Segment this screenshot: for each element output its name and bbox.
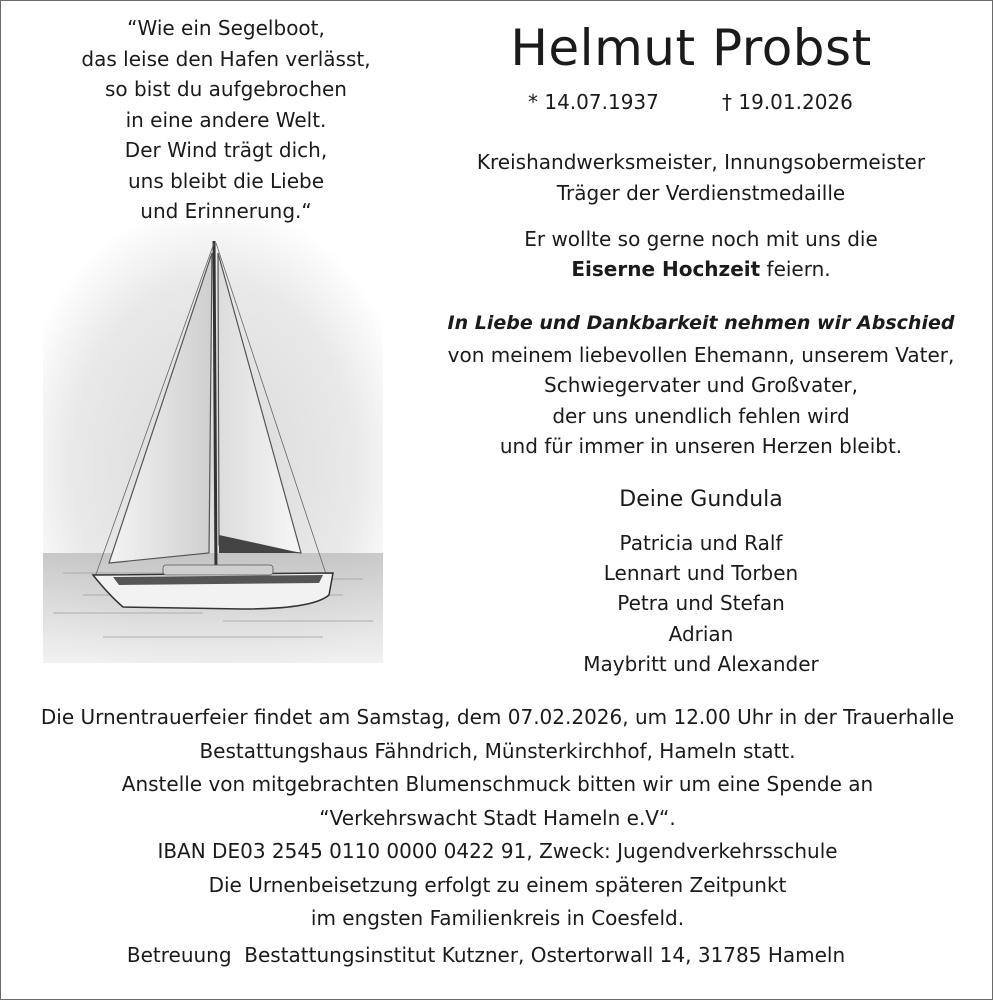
wish-line: Er wollte so gerne noch mit uns die bbox=[524, 227, 878, 251]
sailboat-illustration bbox=[43, 223, 383, 663]
poem bbox=[51, 13, 401, 227]
family-member: Lennart und Torben bbox=[603, 561, 799, 585]
ceremony-line: Anstelle von mitgebrachten Blumenschmuck bitten wir um eine Spende an bbox=[121, 772, 874, 796]
title-line: Träger der Verdienstmedaille bbox=[556, 181, 846, 205]
funeral-home-footer: Betreuung Bestattungsinstitut Kutzner, Ostertorwall 14, 31785 Hameln bbox=[126, 943, 846, 967]
ceremony-line: Die Urnenbeisetzung erfolgt zu einem späteren Zeitpunkt bbox=[208, 872, 787, 897]
farewell-line: und für immer in unseren Herzen bleibt. bbox=[499, 434, 903, 458]
family-member: Adrian bbox=[668, 622, 734, 646]
family-member: Patricia und Ralf bbox=[619, 531, 783, 555]
poem-line: uns bleibt die Liebe bbox=[127, 168, 325, 193]
wish-rest: feiern. bbox=[760, 257, 831, 281]
poem-line: so bist du aufgebrochen bbox=[105, 77, 347, 101]
birth-date: * 14.07.1937 bbox=[528, 90, 659, 114]
poem-line: “Wie ein Segelboot, bbox=[127, 16, 325, 40]
ceremony-line: Bestattungshaus Fähndrich, Münsterkirchhof, Hameln statt. bbox=[199, 738, 796, 763]
title-line: Kreishandwerksmeister, Innungsobermeister bbox=[476, 150, 926, 174]
ceremony-line: “Verkehrswacht Stadt Hameln e.V“. bbox=[319, 805, 676, 830]
wife-name: Deine Gundula bbox=[619, 487, 783, 512]
farewell-heading: In Liebe und Dankbarkeit nehmen wir Abschied bbox=[447, 312, 955, 334]
farewell-line: Schwiegervater und Großvater, bbox=[544, 373, 858, 397]
wish-bold: Eiserne Hochzeit bbox=[571, 257, 761, 281]
family-member: Petra und Stefan bbox=[617, 591, 785, 615]
ceremony-line: IBAN DE03 2545 0110 0000 0422 91, Zweck: Jugendverkehrsschule bbox=[157, 839, 838, 863]
ceremony-line: im engsten Familienkreis in Coesfeld. bbox=[310, 906, 685, 930]
farewell-line: der uns unendlich fehlen wird bbox=[552, 404, 850, 428]
ceremony-line: Die Urnentrauerfeier findet am Samstag, dem 07.02.2026, um 12.00 Uhr in der Trauerhalle bbox=[40, 705, 955, 729]
poem-line: Der Wind trägt dich, bbox=[124, 138, 328, 162]
family-member: Maybritt und Alexander bbox=[583, 652, 819, 676]
farewell-line: von meinem liebevollen Ehemann, unserem Vater, bbox=[447, 343, 955, 367]
wish-line-2 bbox=[406, 254, 993, 284]
poem-line: und Erinnerung.“ bbox=[140, 199, 312, 223]
deceased-name: Helmut Probst bbox=[510, 19, 872, 77]
ceremony-info bbox=[1, 701, 993, 936]
poem-line: das leise den Hafen verlässt, bbox=[81, 46, 371, 71]
death-date: † 19.01.2026 bbox=[722, 90, 853, 114]
poem-line: in eine andere Welt. bbox=[125, 107, 327, 132]
